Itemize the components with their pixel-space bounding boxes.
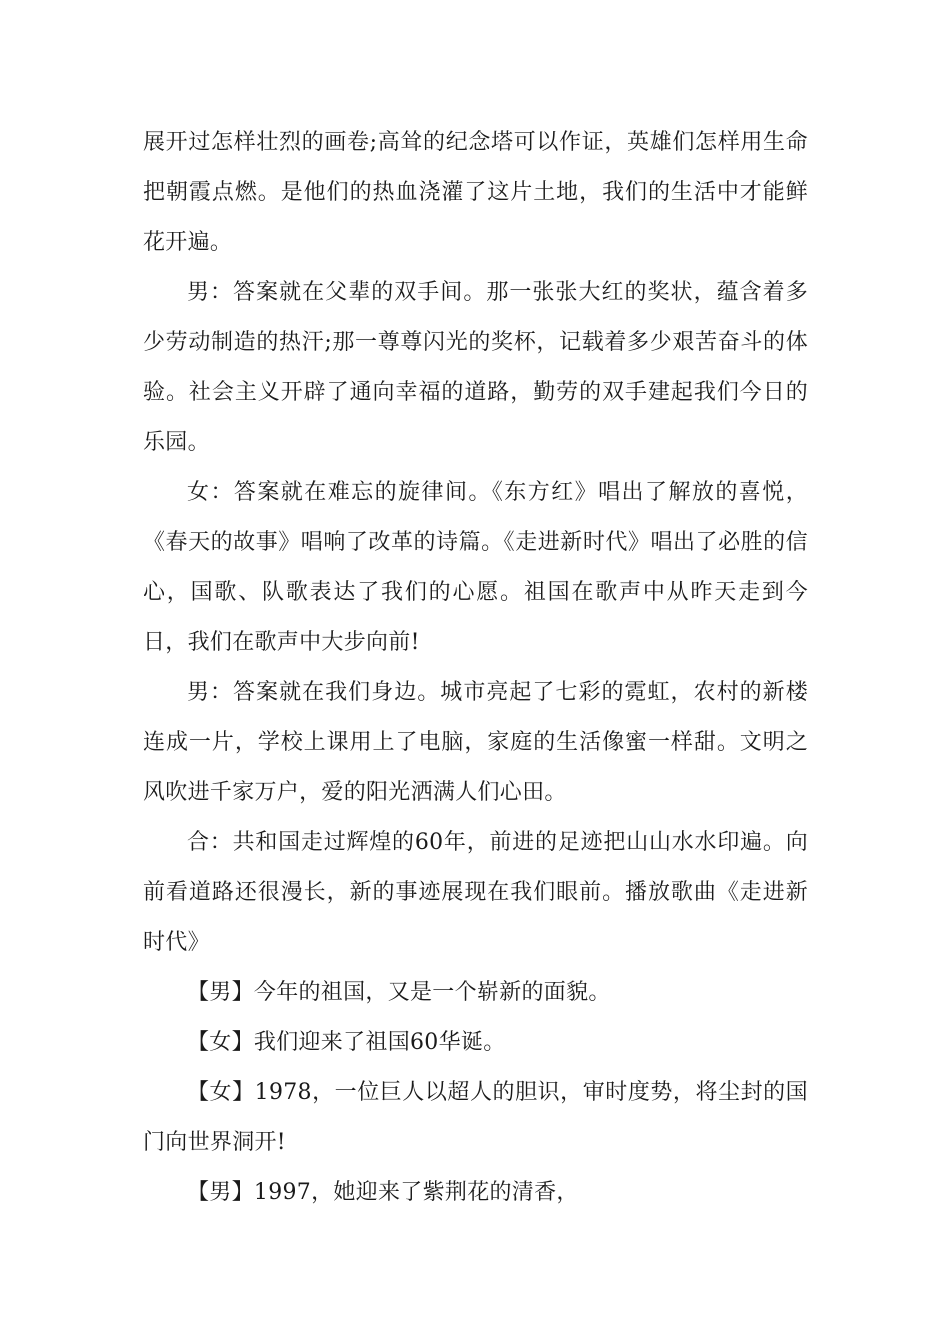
paragraph-female-1978: 【女】1978，一位巨人以超人的胆识，审时度势，将尘封的国门向世界洞开! — [143, 1080, 808, 1155]
paragraph-male-parents-hands: 男：答案就在父辈的双手间。那一张张大红的奖状，蕴含着多少劳动制造的热汗;那一尊尊闪光的奖杯，记载着多少艰苦奋斗的体验。社会主义开辟了通向幸福的道路，勤劳的双手建起我们今日的乐园。 — [143, 280, 808, 455]
document-body — [143, 118, 808, 1218]
paragraph-male-around-us: 男：答案就在我们身边。城市亮起了七彩的霓虹，农村的新楼连成一片，学校上课用上了电脑，家庭的生活像蜜一样甜。文明之风吹进千家万户，爱的阳光洒满人们心田。 — [143, 680, 808, 805]
paragraph-female-60-anniversary: 【女】我们迎来了祖国60华诞。 — [187, 1030, 506, 1055]
paragraph-continuation: 展开过怎样壮烈的画卷;高耸的纪念塔可以作证，英雄们怎样用生命把朝霞点燃。是他们的热血浇灌了这片土地，我们的生活中才能鲜花开遍。 — [143, 130, 808, 255]
paragraph-female-melodies: 女：答案就在难忘的旋律间。《东方红》唱出了解放的喜悦，《春天的故事》唱响了改革的诗篇。《走进新时代》唱出了必胜的信心，国歌、队歌表达了我们的心愿。祖国在歌声中从昨天走到今日，我们在歌声中大步向前! — [143, 480, 808, 655]
paragraph-male-new-look: 【男】今年的祖国，又是一个崭新的面貌。 — [187, 980, 611, 1005]
paragraph-male-1997: 【男】1997，她迎来了紫荆花的清香， — [187, 1180, 579, 1205]
paragraph-together-60-years: 合：共和国走过辉煌的60年，前进的足迹把山山水水印遍。向前看道路还很漫长，新的事迹展现在我们眼前。播放歌曲《走进新时代》 — [143, 830, 808, 955]
